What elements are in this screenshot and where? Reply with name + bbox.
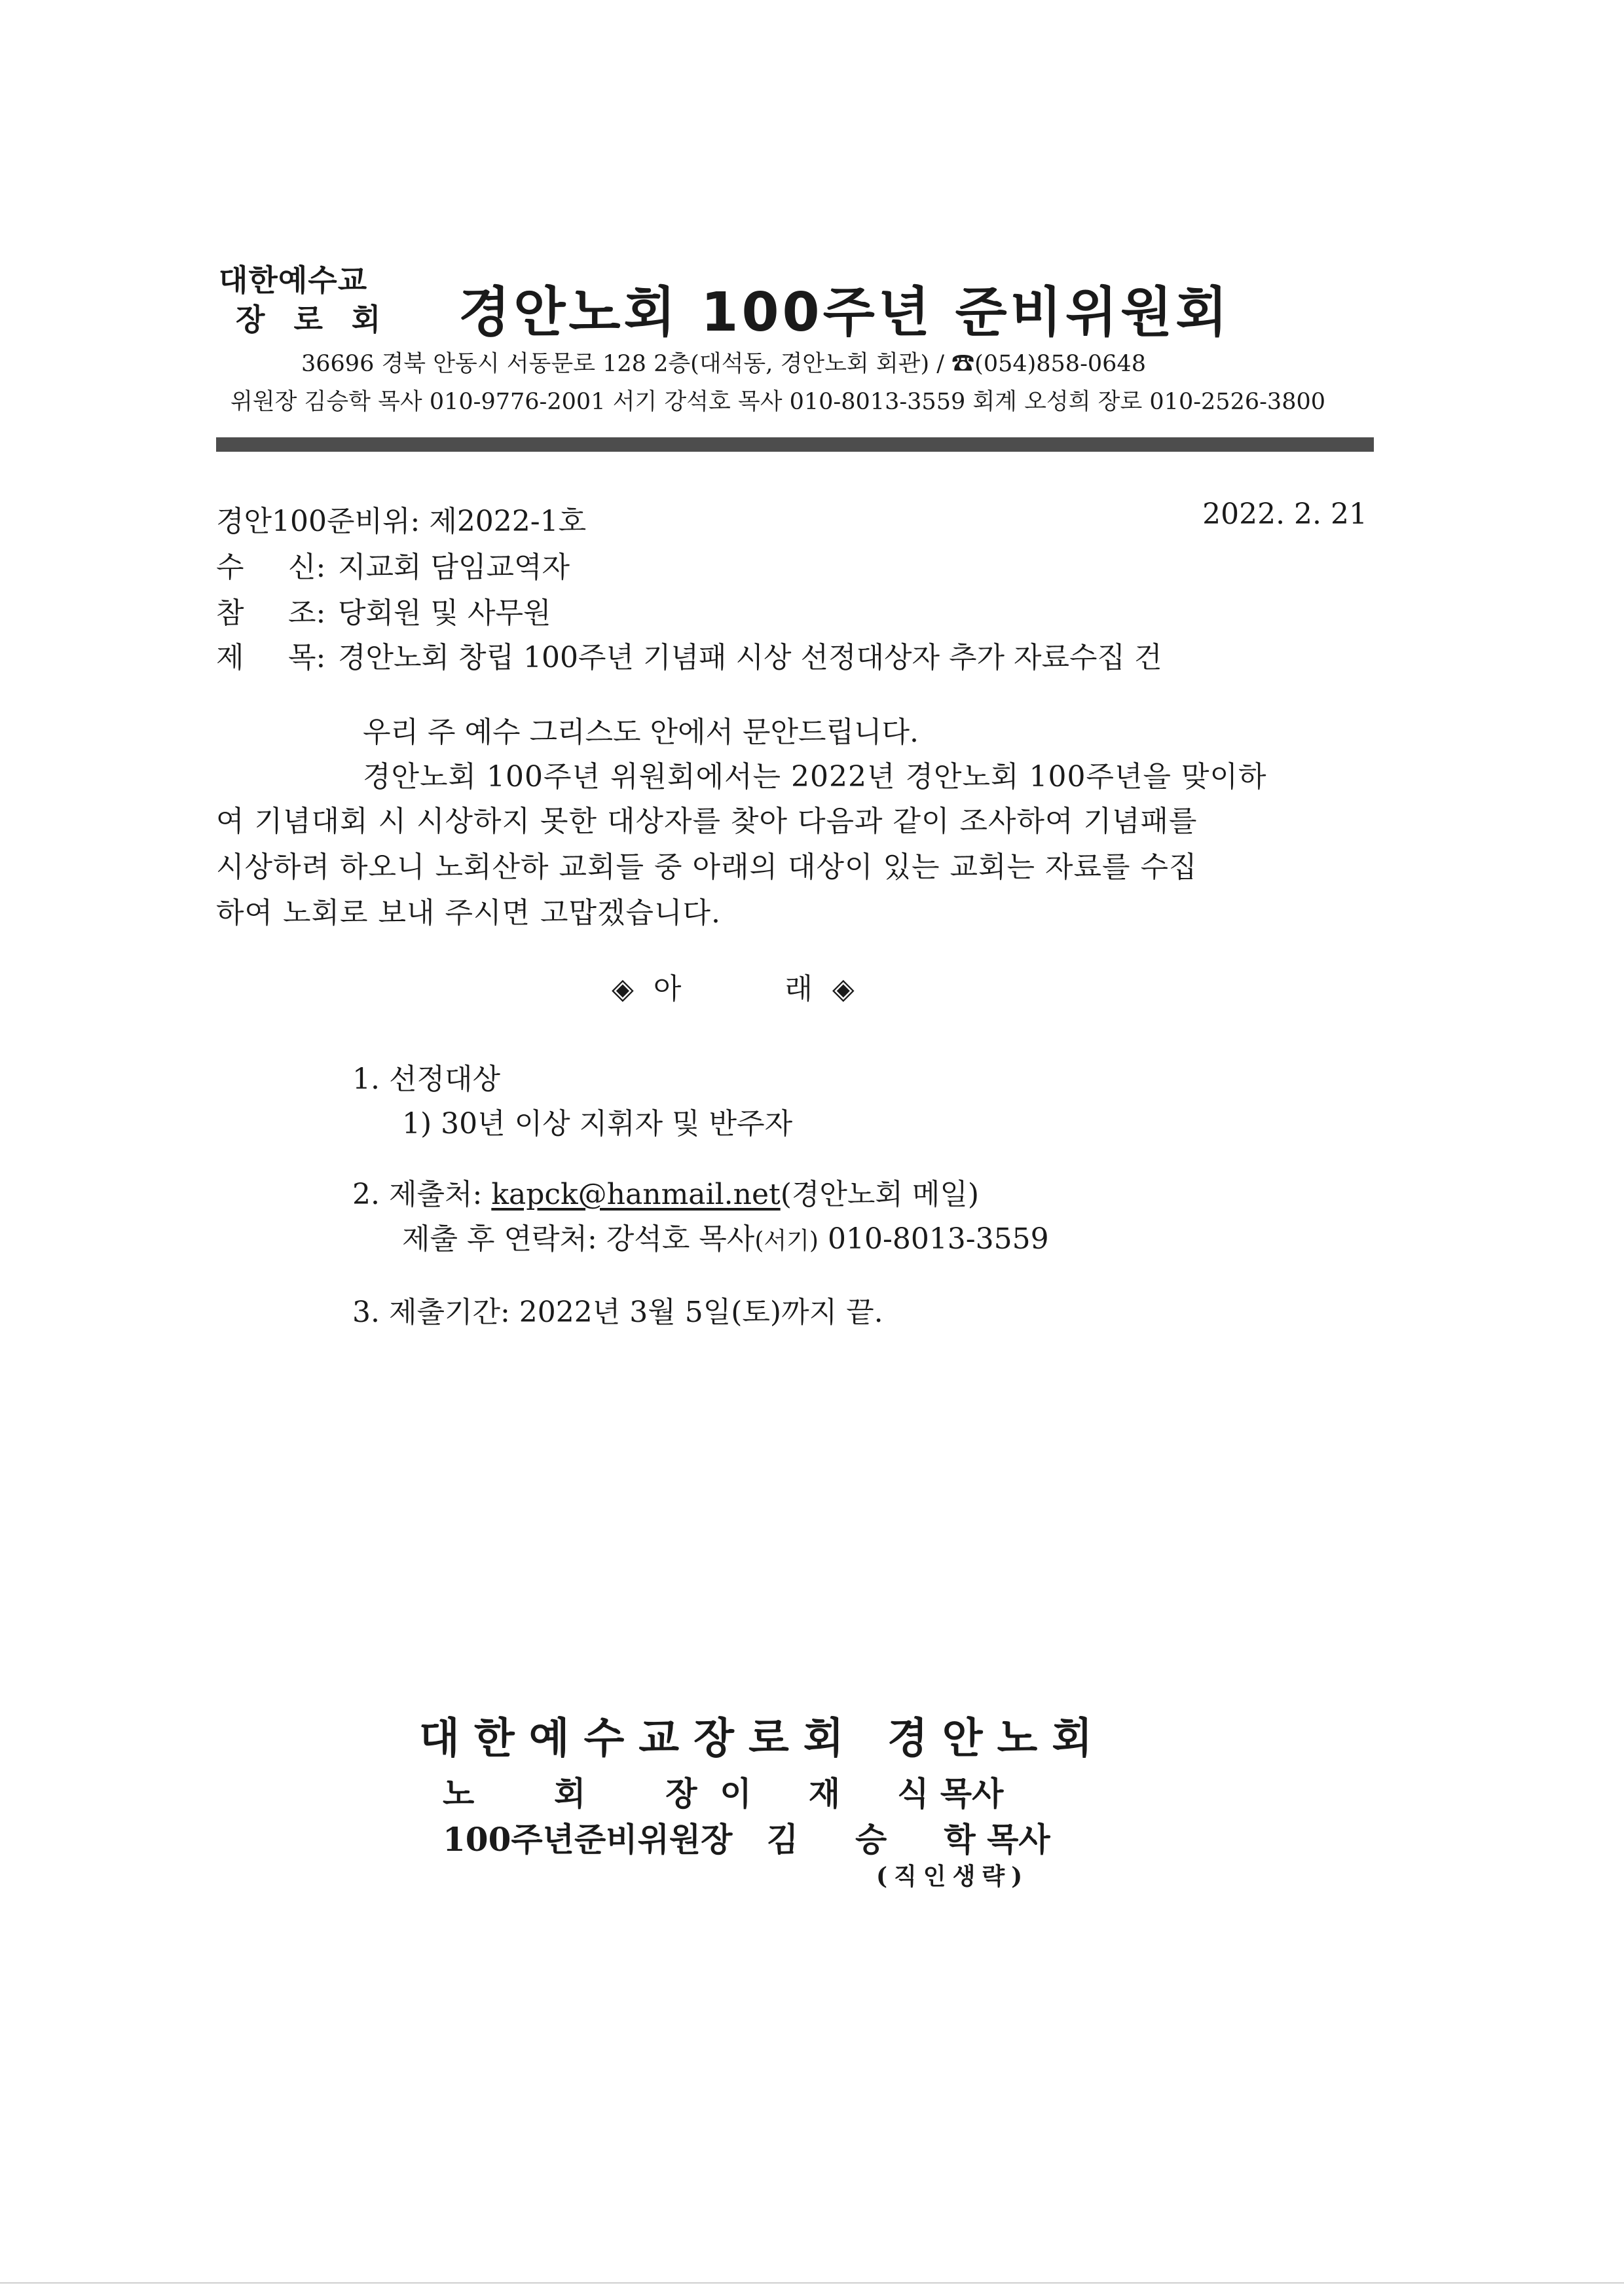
recipient-row <box>216 543 570 585</box>
letterhead-divider <box>216 437 1374 452</box>
subject-value: 경안노회 창립 100주년 기념패 시상 선정대상자 추가 자료수집 건 <box>338 641 1162 674</box>
letterhead-title: 경안노회 100주년 준비위원회 <box>458 282 1231 344</box>
reference-label-2: 조: <box>288 596 326 630</box>
subject-row <box>216 634 1162 676</box>
org-name-line1: 대한예수교 <box>219 263 368 298</box>
item-1-sub: 1) 30년 이상 지휘자 및 반주자 <box>402 1107 793 1140</box>
email-link[interactable]: kapck@hanmail.net <box>491 1178 781 1211</box>
letterhead-contacts: 위원장 김승학 목사 010-9776-2001 서기 강석호 목사 010-8013-3559 회계 오성희 장로 010-2526-3800 <box>231 389 1326 415</box>
doc-date: 2022. 2. 21 <box>1202 498 1367 531</box>
scan-edge-line <box>0 2282 1624 2284</box>
contact-role: (서기) <box>754 1228 819 1254</box>
item-2-label: 2. 제출처: <box>352 1178 483 1211</box>
item-1: 1. 선정대상 <box>352 1063 500 1096</box>
item-2-contact <box>402 1215 1049 1257</box>
item-2 <box>352 1171 979 1212</box>
reference-row <box>216 589 551 631</box>
recipient-label-2: 신: <box>288 551 326 584</box>
subject-label-2: 목: <box>288 641 326 674</box>
greeting: 우리 주 예수 그리스도 안에서 문안드립니다. <box>363 716 919 749</box>
section-heading-right: 래 ◈ <box>784 972 860 1006</box>
body-line-4: 하여 노회로 보내 주시면 고맙겠습니다. <box>216 896 721 930</box>
signature-chair: 100주년준비위원장 김 승 학 목사 <box>443 1820 1050 1859</box>
item-3: 3. 제출기간: 2022년 3월 5일(토)까지 끝. <box>352 1296 883 1329</box>
section-heading-left: ◈ 아 <box>612 972 687 1006</box>
subject-label: 제 <box>216 641 244 674</box>
contact-phone: 010-8013-3559 <box>827 1222 1049 1256</box>
letterhead-address: 36696 경북 안동시 서동문로 128 2층(대석동, 경안노회 회관) / ☎(054)858-0648 <box>301 351 1146 377</box>
body-line-1: 경안노회 100주년 위원회에서는 2022년 경안노회 100주년을 맞이하 <box>363 760 1267 793</box>
recipient-label: 수 <box>216 551 244 584</box>
reference-label: 참 <box>216 596 244 630</box>
seal-omitted-note: (직인생략) <box>876 1863 1029 1890</box>
body-line-2: 여 기념대회 시 시상하지 못한 대상자를 찾아 다음과 같이 조사하여 기념패를 <box>216 805 1198 838</box>
contact-text: 제출 후 연락처: 강석호 목사 <box>402 1222 755 1256</box>
signature-moderator: 노 회 장 이 재 식 목사 <box>443 1774 1004 1813</box>
doc-number: 경안100준비위: 제2022-1호 <box>216 505 587 538</box>
signature-org: 대한예수교장로회 경안노회 <box>419 1714 1107 1763</box>
reference-value: 당회원 및 사무원 <box>338 596 551 630</box>
org-name-line2: 장 로 회 <box>236 302 390 337</box>
item-2-suffix: (경안노회 메일) <box>780 1178 980 1211</box>
recipient-value: 지교회 담임교역자 <box>338 551 570 584</box>
body-line-3: 시상하려 하오니 노회산하 교회들 중 아래의 대상이 있는 교회는 자료를 수집 <box>216 850 1198 884</box>
section-heading <box>612 965 860 1007</box>
